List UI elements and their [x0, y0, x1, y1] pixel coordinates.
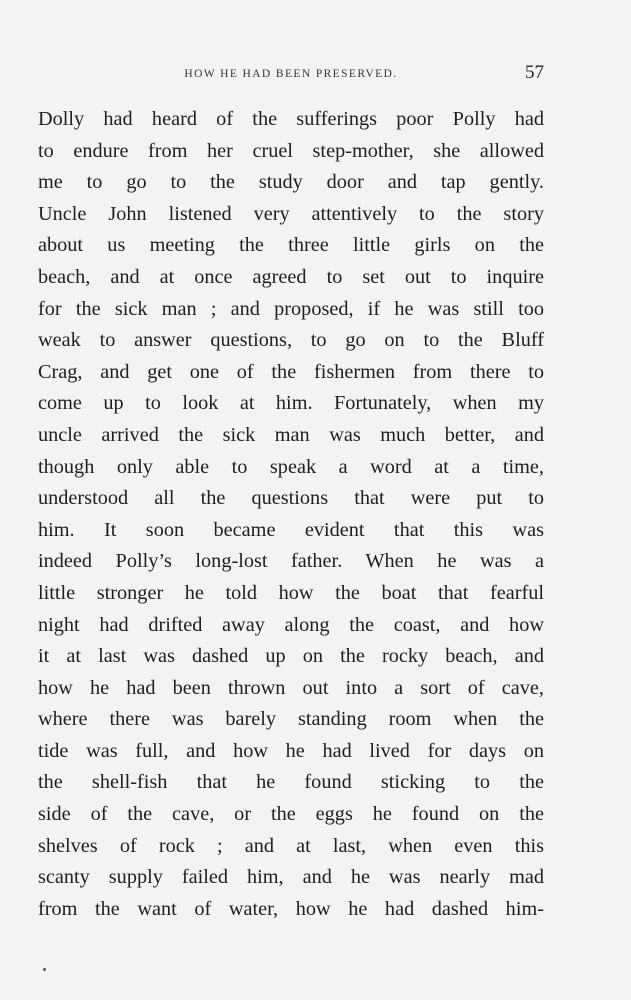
- running-title: HOW HE HAD BEEN PRESERVED.: [184, 68, 398, 80]
- text-line: side of the cave, or the eggs he found on the: [38, 803, 544, 826]
- text-line: him. It soon became evident that this was: [38, 518, 544, 541]
- text-line: it at last was dashed up on the rocky beach, and: [38, 645, 544, 668]
- text-line: for the sick man ; and proposed, if he was still too: [38, 297, 544, 320]
- ink-speck: [43, 968, 46, 971]
- text-line: about us meeting the three little girls on the: [38, 234, 544, 257]
- text-line: Uncle John listened very attentively to the story: [38, 202, 544, 225]
- running-head: [38, 62, 544, 86]
- text-line: tide was full, and how he had lived for days on: [38, 739, 544, 762]
- text-line: Crag, and get one of the fishermen from there to: [38, 360, 544, 383]
- text-line: how he had been thrown out into a sort of cave,: [38, 676, 544, 699]
- body-text: [38, 104, 544, 925]
- text-line: the shell-fish that he found sticking to the: [38, 771, 544, 794]
- text-line: weak to answer questions, to go on to the Bluff: [38, 329, 544, 352]
- text-line: Dolly had heard of the sufferings poor Polly had: [38, 108, 544, 130]
- text-line: scanty supply failed him, and he was nearly mad: [38, 866, 544, 889]
- text-line: little stronger he told how the boat that fearful: [38, 581, 544, 604]
- text-line: indeed Polly’s long-lost father. When he was a: [38, 550, 544, 573]
- text-line: understood all the questions that were put to: [38, 487, 544, 510]
- text-line: from the want of water, how he had dashed him-: [38, 897, 544, 920]
- text-line: beach, and at once agreed to set out to inquire: [38, 265, 544, 288]
- text-line: shelves of rock ; and at last, when even this: [38, 834, 544, 857]
- text-line: where there was barely standing room when the: [38, 708, 544, 731]
- text-line: night had drifted away along the coast, and how: [38, 613, 544, 636]
- text-line: uncle arrived the sick man was much better, and: [38, 423, 544, 446]
- page-number: 57: [525, 62, 544, 83]
- text-line: come up to look at him. Fortunately, when my: [38, 392, 544, 415]
- text-line: me to go to the study door and tap gently.: [38, 171, 544, 194]
- text-line: to endure from her cruel step-mother, she allowed: [38, 139, 544, 162]
- text-line: though only able to speak a word at a time,: [38, 455, 544, 478]
